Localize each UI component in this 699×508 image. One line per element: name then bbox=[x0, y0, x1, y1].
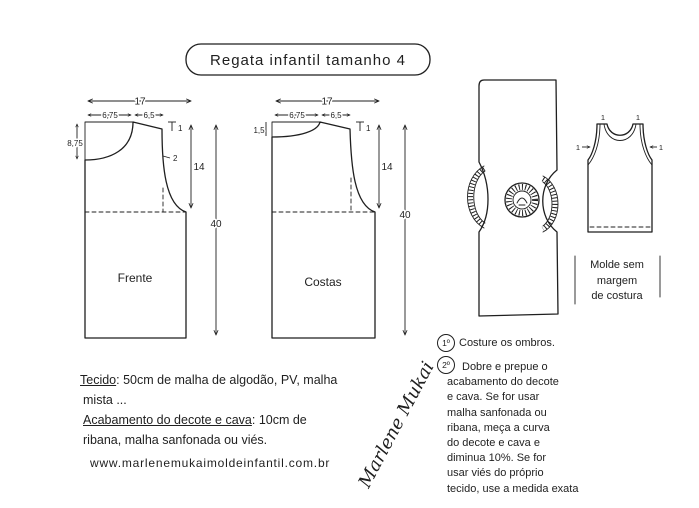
back-dimensions bbox=[253, 97, 411, 336]
step-number: 2º bbox=[437, 356, 455, 374]
back-length-label: 40 bbox=[399, 210, 411, 221]
front-width-label: 17 bbox=[134, 96, 146, 108]
front-shoulder-label: 6,5 bbox=[143, 111, 155, 120]
neck-binding bbox=[505, 183, 539, 217]
neck-binding-inner bbox=[513, 191, 531, 209]
tank-strap-right-label: 1 bbox=[635, 113, 641, 122]
finished-tank-top bbox=[576, 113, 663, 232]
fabric-line bbox=[80, 390, 337, 410]
back-shoulder-drop-label: 1 bbox=[366, 124, 371, 133]
step-text-line: do decote e cava e bbox=[447, 437, 540, 450]
right-armhole-binding bbox=[543, 176, 558, 232]
step-text bbox=[447, 360, 578, 497]
fabric-label: Tecido bbox=[80, 373, 117, 387]
pattern-note bbox=[577, 258, 657, 305]
title-box bbox=[186, 44, 430, 75]
front-shoulder-drop-label: 1 bbox=[178, 124, 183, 133]
fabric-line bbox=[80, 370, 337, 390]
front-piece bbox=[85, 122, 186, 338]
pattern-note-line: Molde sem bbox=[590, 259, 644, 271]
step-text-line: ribana, meça a curva bbox=[447, 421, 550, 434]
back-width-label: 17 bbox=[321, 96, 333, 108]
back-shoulder-label: 6,5 bbox=[330, 111, 342, 120]
step-text: Costure os ombros. bbox=[459, 337, 555, 349]
fabric-text: : 50cm de malha de algodão, PV, malha bbox=[116, 373, 338, 387]
step-number: 1º bbox=[437, 334, 455, 352]
neck-center-mark bbox=[517, 198, 527, 205]
tank-strap-left-label: 1 bbox=[600, 113, 606, 122]
step-text-line: malha sanfonada ou bbox=[447, 406, 547, 419]
front-armhole-inset-dim bbox=[163, 156, 170, 158]
front-length-label: 40 bbox=[210, 219, 222, 230]
finish-line bbox=[80, 430, 337, 450]
finish-label: Acabamento do decote e cava bbox=[83, 413, 252, 427]
tank-neck-binding bbox=[604, 124, 636, 141]
pattern-note-line: margem bbox=[596, 274, 638, 287]
front-neck-width-label: 6,75 bbox=[102, 111, 118, 120]
tank-side-left-label: 1 bbox=[575, 143, 581, 152]
back-outline bbox=[272, 122, 375, 338]
author-signature: Marlene Mukai bbox=[354, 358, 439, 492]
front-corner-guide bbox=[85, 122, 133, 160]
tank-side-right-label: 1 bbox=[658, 143, 664, 152]
finish-text: ribana, malha sanfonada ou viés. bbox=[83, 433, 268, 447]
left-armhole-binding bbox=[468, 166, 486, 228]
step-text-line: diminua 10%. Se for bbox=[447, 452, 547, 465]
back-piece bbox=[272, 122, 375, 338]
front-outline bbox=[85, 122, 186, 338]
front-armhole-depth-label: 14 bbox=[193, 162, 205, 173]
materials-block bbox=[80, 370, 337, 450]
fabric-text: mista ... bbox=[83, 393, 127, 407]
front-label: Frente bbox=[117, 271, 153, 285]
back-armhole-depth-label: 14 bbox=[381, 162, 393, 173]
binding-diagram bbox=[468, 80, 559, 316]
pattern-note-line: de costura bbox=[591, 290, 643, 302]
folded-body-outline bbox=[479, 80, 558, 316]
front-dimensions bbox=[67, 97, 222, 336]
step-text-line: usar viés do próprio bbox=[447, 467, 544, 480]
finish-line bbox=[80, 410, 337, 430]
back-label: Costas bbox=[304, 275, 342, 289]
front-neck-depth-label: 8,75 bbox=[67, 139, 83, 148]
step-text-line: e cava. Se for usar bbox=[447, 391, 540, 404]
step-text-line: Dobre e prepue o bbox=[462, 361, 548, 373]
back-neck-depth-label: 1,5 bbox=[253, 126, 265, 135]
website-text: www.marlenemukaimoldeinfantil.com.br bbox=[90, 456, 331, 470]
step-text-line: acabamento do decote bbox=[447, 376, 559, 389]
page-title: Regata infantil tamanho 4 bbox=[210, 52, 406, 69]
finish-text: : 10cm de bbox=[251, 413, 307, 427]
back-neck-width-label: 6,75 bbox=[289, 111, 305, 120]
step-text-line: tecido, use a medida exata bbox=[447, 482, 579, 495]
front-armhole-inset-label: 2 bbox=[173, 154, 178, 163]
